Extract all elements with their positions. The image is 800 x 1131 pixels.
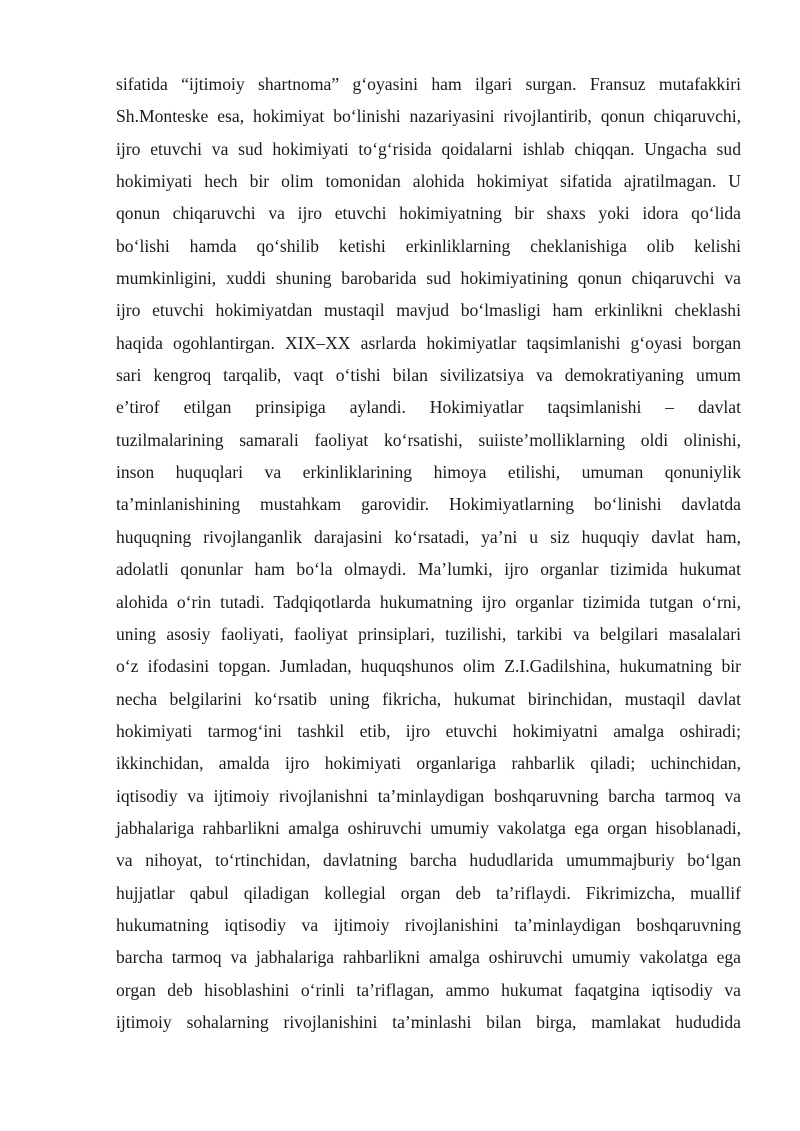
text-line: o‘z ifodasini topgan. Jumladan, huquqshunos olim Z.I.Gadilshina, hukumatning bir [116,656,741,677]
text-line: e’tirof etilgan prinsipiga aylandi. Hokimiyatlar taqsimlanishi – davlat [116,397,741,418]
text-line: jabhalariga rahbarlikni amalga oshiruvchi umumiy vakolatga ega organ hisoblanadi, [116,817,741,838]
text-line: alohida o‘rin tutadi. Tadqiqotlarda hukumatning ijro organlar tizimida tutgan o‘rni, [116,591,741,612]
text-line: ijro etuvchi va sud hokimiyati to‘g‘risida qoidalarni ishlab chiqqan. Ungacha sud [116,138,741,159]
text-line: adolatli qonunlar ham bo‘la olmaydi. Ma’lumki, ijro organlar tizimida hukumat [116,559,741,580]
text-line: hokimiyati hech bir olim tomonidan alohida hokimiyat sifatida ajratilmagan. U [116,171,741,192]
text-line: qonun chiqaruvchi va ijro etuvchi hokimiyatning bir shaxs yoki idora qo‘lida [116,203,741,224]
text-line: bo‘lishi hamda qo‘shilib ketishi erkinliklarning cheklanishiga olib kelishi [116,235,741,256]
text-line: ikkinchidan, amalda ijro hokimiyati organlariga rahbarlik qiladi; uchinchidan, [116,753,741,774]
text-line: tuzilmalarining samarali faoliyat ko‘rsatishi, suiiste’molliklarning oldi olinishi, [116,429,741,450]
text-line: ijro etuvchi hokimiyatdan mustaqil mavjud bo‘lmasligi ham erkinlikni cheklashi [116,300,741,321]
text-line: ijtimoiy sohalarning rivojlanishini ta’minlashi bilan birga, mamlakat hududida [116,1011,741,1032]
text-line: ta’minlanishining mustahkam garovidir. Hokimiyatlarning bo‘linishi davlatda [116,494,741,515]
text-line: mumkinligini, xuddi shuning barobarida sud hokimiyatining qonun chiqaruvchi va [116,268,741,289]
text-line: hujjatlar qabul qiladigan kollegial organ deb ta’riflaydi. Fikrimizcha, muallif [116,882,741,903]
text-line: uning asosiy faoliyati, faoliyat prinsiplari, tuzilishi, tarkibi va belgilari masalalari [116,623,741,644]
body-paragraph [116,68,741,1038]
text-line: barcha tarmoq va jabhalariga rahbarlikni amalga oshiruvchi umumiy vakolatga ega [116,947,741,968]
text-line: Sh.Monteske esa, hokimiyat bo‘linishi nazariyasini rivojlantirib, qonun chiqaruvchi, [116,106,741,127]
text-line: sari kengroq tarqalib, vaqt o‘tishi bilan sivilizatsiya va demokratiyaning umum [116,365,741,386]
text-line: sifatida “ijtimoiy shartnoma” g‘oyasini ham ilgari surgan. Fransuz mutafakkiri [116,74,741,94]
text-line: huquqning rivojlanganlik darajasini ko‘rsatadi, ya’ni u siz huquqiy davlat ham, [116,526,741,547]
text-line: va nihoyat, to‘rtinchidan, davlatning barcha hududlarida umummajburiy bo‘lgan [116,850,741,871]
text-line: haqida ogohlantirgan. XIX–XX asrlarda hokimiyatlar taqsimlanishi g‘oyasi borgan [116,332,741,353]
text-line: iqtisodiy va ijtimoiy rivojlanishni ta’minlaydigan boshqaruvning barcha tarmoq va [116,785,741,806]
text-line: necha belgilarini ko‘rsatib uning fikricha, hukumat birinchidan, mustaqil davlat [116,688,741,709]
text-line: hukumatning iqtisodiy va ijtimoiy rivojlanishini ta’minlaydigan boshqaruvning [116,914,741,935]
text-line: hokimiyati tarmog‘ini tashkil etib, ijro etuvchi hokimiyatni amalga oshiradi; [116,720,741,741]
text-line: inson huquqlari va erkinliklarining himoya etilishi, umuman qonuniylik [116,462,741,483]
text-line: organ deb hisoblashini o‘rinli ta’riflagan, ammo hukumat faqatgina iqtisodiy va [116,979,741,1000]
